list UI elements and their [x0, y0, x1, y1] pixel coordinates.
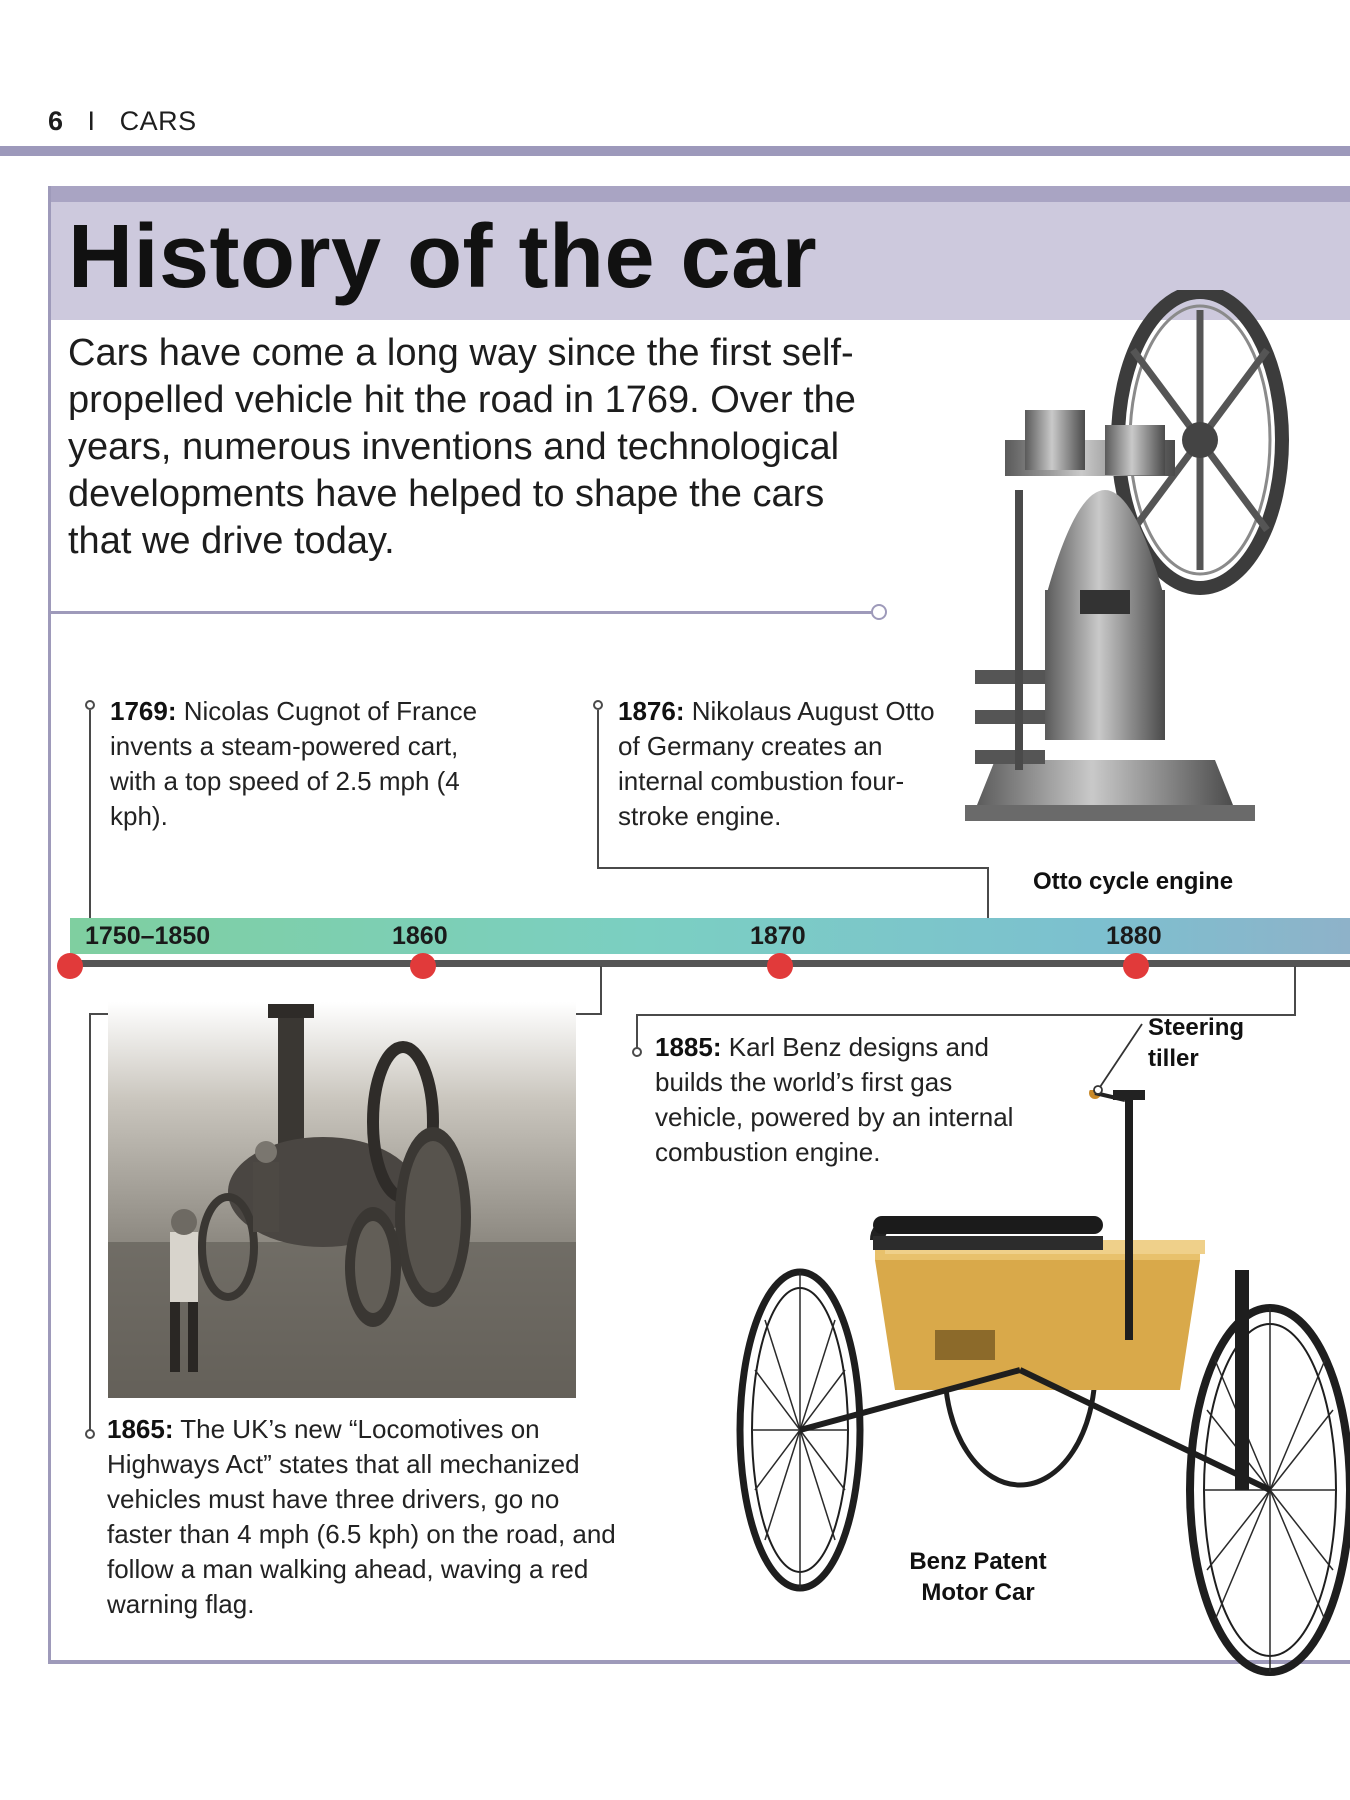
intro-paragraph: Cars have come a long way since the first self-propelled vehicle hit the road in 1769. Over the years, numerous inventions and technological developments have helped to shape the cars that we drive today.: [68, 332, 856, 562]
page-title: History of the car: [68, 207, 818, 307]
benz-caption: Benz Patent Motor Car: [909, 1548, 1047, 1606]
intro-rule: [50, 611, 872, 614]
entry-1769-year: 1769:: [110, 696, 177, 726]
timeline-dot-1860: [410, 953, 436, 979]
entry-1769-connector: [89, 710, 91, 918]
page-number: 6: [48, 106, 64, 136]
timeline-dot-1750: [57, 953, 83, 979]
entry-1876: [618, 694, 938, 834]
timeline-base: [62, 960, 1350, 967]
entry-1769: [110, 694, 480, 834]
tiller-pointer-line: [1090, 1018, 1150, 1098]
intro-rule-end-dot: [871, 604, 887, 620]
timeline-label-1750: 1750–1850: [85, 922, 211, 950]
tiller-caption: Steering tiller: [1148, 1014, 1245, 1072]
timeline-label-1880: 1880: [1106, 922, 1162, 950]
entry-1865-connector-riser: [600, 966, 602, 1014]
entry-1885-text: Karl Benz designs and builds the world’s first gas vehicle, powered by an internal combustion engine.: [655, 1032, 1014, 1167]
entry-1876-connector-horizontal: [597, 867, 988, 869]
entry-1865-year: 1865:: [107, 1414, 174, 1444]
entry-1885-pin: [632, 1047, 642, 1057]
entry-1876-text: Nikolaus August Otto of Germany creates an internal combustion four-stroke engine.: [618, 696, 935, 831]
steam-engine-photo: [108, 1002, 576, 1398]
entry-1865-pin: [85, 1429, 95, 1439]
entry-1865-text: The UK’s new “Locomotives on Highways Act” states that all mechanized vehicles must have three drivers, go no faster than 4 mph (6.5 kph) on the road, and follow a man walking ahead, waving a red warning flag.: [107, 1414, 616, 1619]
otto-engine-illustration: [955, 290, 1295, 870]
entry-1769-pin: [85, 700, 95, 710]
steam-engine-illustration: [108, 1002, 576, 1398]
engine-caption: Otto cycle engine: [1033, 868, 1234, 895]
running-head: [48, 106, 197, 137]
section-name: CARS: [119, 106, 197, 136]
timeline-label-1870: 1870: [750, 922, 806, 950]
entry-1876-connector: [597, 710, 599, 868]
header-rule: [0, 146, 1350, 156]
timeline-label-1860: 1860: [392, 922, 448, 950]
title-band-top: [48, 186, 1350, 202]
timeline-dot-1880: [1123, 953, 1149, 979]
frame-left-rule: [48, 186, 51, 1664]
timeline-dot-1870: [767, 953, 793, 979]
entry-1885-connector-riser: [1294, 966, 1296, 1015]
header-separator: I: [87, 106, 96, 136]
entry-1865: [107, 1412, 627, 1622]
entry-1876-connector-drop: [987, 867, 989, 918]
entry-1769-text: Nicolas Cugnot of France invents a steam-powered cart, with a top speed of 2.5 mph (4 kph).: [110, 696, 478, 831]
entry-1885-connector: [636, 1014, 638, 1049]
entry-1865-connector: [89, 1013, 91, 1431]
entry-1885-year: 1885:: [655, 1032, 722, 1062]
entry-1876-year: 1876:: [618, 696, 685, 726]
benz-motor-car-illustration: [735, 1090, 1350, 1700]
entry-1876-pin: [593, 700, 603, 710]
